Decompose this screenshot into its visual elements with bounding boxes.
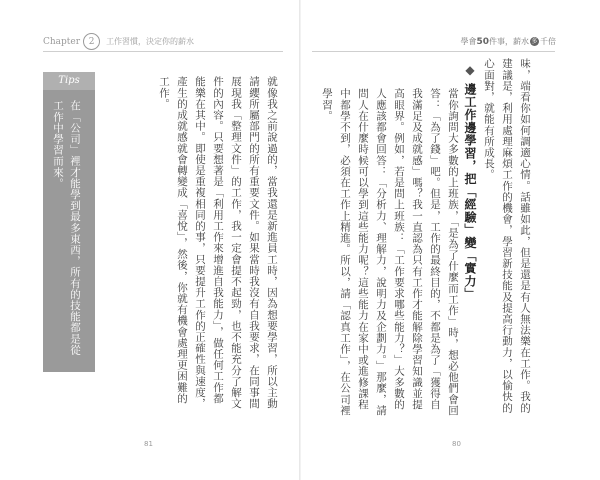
header-rule-right [312, 51, 555, 52]
tips-tag: Tips [43, 72, 95, 90]
tips-text: 在「公司」裡才能學到最多東西，所有的技能都是從工作中學習而來。 [52, 100, 81, 356]
header-rule-left [43, 51, 283, 52]
page-number-left: 81 [144, 440, 153, 448]
chapter-number-badge: 2 [83, 33, 100, 50]
left-page-body [155, 76, 281, 412]
right-page-body [318, 88, 462, 418]
intro-paragraph: 味，端看你如何調適心情。話雖如此，但是還是有人無法樂在工作。我的建議是，利用處理麻煩工作的機會，學習新技能及提高行動力，以愉快的心面對，就能有所成長。 [483, 58, 531, 414]
chapter-word: Chapter [43, 36, 81, 47]
page-gutter [299, 0, 301, 480]
book-header-number: 50 [476, 36, 489, 47]
book-header-suffix: 千倍 [540, 37, 556, 46]
book-header [460, 36, 556, 47]
body-paragraph: 當你詢問大多數的上班族，「是為了什麼而工作」時，想必他們會回答：「為了錢」吧。但是，工作的最終目的，不都是為了「獲得自我滿足及成就感」嗎？我一直認為只有工作才能解除學習知識並提高眼界。例如，若是問上班族：「工作要求哪些能力？」大多數的人應該都會回答：「分析力、理解力，說明力及企劃力。」那麼，請問人在什麼時候可以學到這些能力呢？這些能力在家中或進修課程中都學不到，必須在工作上精進。所以，請「認真工作」，在公司裡學習。 [321, 88, 459, 416]
chapter-header [43, 33, 194, 50]
page-number-right: 80 [452, 440, 461, 448]
right-page-intro [480, 58, 534, 418]
book-header-prefix: 學會 [460, 37, 477, 46]
subhead-text: 邊工作邊學習，把「經驗」變「實力」 [463, 82, 477, 301]
diamond-bullet-icon: ◆ [463, 63, 477, 78]
body-paragraph: 就像我之前說過的，當我還是新進員工時，因為想要學習，所以主動請纓所屬部門的所有重要文件。如果當時我沒有自我要求，在同事間展現我「整理文件」的工作，我一定會提不起勁，也不能充分了解文件的內容。只要想著是「利用工作來增進自我能力」，做任何工作都能樂在其中。即使是重複相同的事，只要提升工作的正確性與速度，產生的成就感就會轉變成「喜悅」，然後，你就有機會處理更困難的工作。 [158, 76, 278, 409]
book-header-mid: 件事，薪水 [489, 37, 529, 46]
chapter-title: 工作習慣，決定你的薪水 [106, 37, 195, 46]
section-subhead [462, 63, 479, 300]
book-header-dot: 多 [531, 38, 538, 45]
